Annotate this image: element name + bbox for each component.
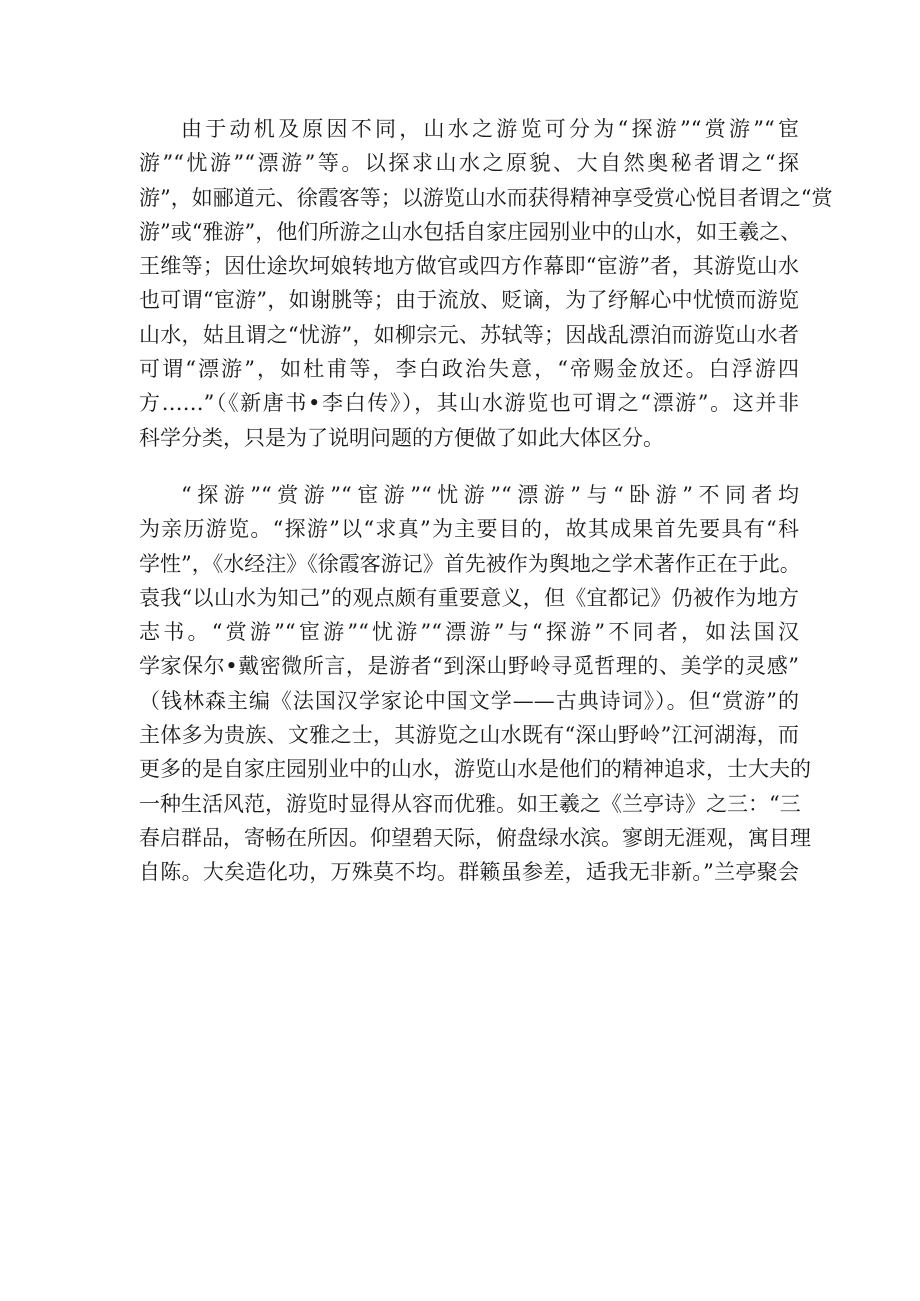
text-line: 学家保尔•戴密微所言，是游者“到深山野岭寻觅哲理的、美学的灵感” [139, 654, 799, 679]
text-line: 可谓“漂游”，如杜甫等，李白政治失意，“帝赐金放还。白浮游四 [139, 357, 799, 382]
text-line: 学性”，《水经注》《徐霞客游记》首先被作为舆地之学术著作正在于此。 [139, 551, 801, 576]
text-line: 游”或“雅游”，他们所游之山水包括自家庄园别业中的山水，如王羲之、 [139, 219, 802, 244]
text-line: 山水，姑且谓之“忧游”，如柳宗元、苏轼等；因战乱漂泊而游览山水者 [139, 322, 799, 347]
text-line: 更多的是自家庄园别业中的山水，游览山水是他们的精神追求，士大夫的 [139, 757, 811, 782]
text-line: 志书。“赏游”“宦游”“忧游”“漂游”与“探游”不同者，如法国汉 [139, 620, 799, 645]
text-line: 主体多为贵族、文雅之士，其游览之山水既有“深山野岭”江河湖海，而 [139, 723, 799, 748]
text-line: （钱林森主编《法国汉学家论中国文学——古典诗词》）。但“赏游”的 [139, 688, 799, 713]
text-line: 自陈。大矣造化功，万殊莫不均。群籁虽参差，适我无非新。”兰亭聚会 [139, 860, 799, 885]
text-line: 春启群品，寄畅在所因。仰望碧天际，俯盘绿水滨。寥朗无涯观，寓目理 [139, 825, 811, 850]
text-line: 王维等；因仕途坎坷娘转地方做官或四方作幕即“宦游”者，其游览山水 [139, 254, 799, 279]
text-line: 科学分类，只是为了说明问题的方便做了如此大体区分。 [139, 425, 664, 450]
document-body [139, 112, 833, 890]
text-line: 为亲历游览。“探游”以“求真”为主要目的，故其成果首先要具有“科 [139, 517, 799, 542]
text-line: 一种生活风范，游览时显得从容而优雅。如王羲之《兰亭诗》之三：“三 [139, 791, 801, 816]
text-line: 袁我“以山水为知己”的观点颇有重要意义，但《宜都记》仍被作为地方 [139, 585, 799, 610]
text-line: 方……”（《新唐书•李白传》），其山水游览也可谓之“漂游”。这并非 [139, 391, 799, 416]
text-line: 游”“忧游”“漂游”等。以探求山水之原貌、大自然奥秘者谓之“探 [139, 151, 799, 176]
paragraph-classification [139, 112, 833, 455]
text-line: 也可谓“宦游”，如谢朓等；由于流放、贬谪，为了纾解心中忧愤而游览 [139, 288, 799, 313]
text-line: 由于动机及原因不同，山水之游览可分为“探游”“赏游”“宦 [181, 117, 799, 141]
text-line: “探游”“赏游”“宦游”“忧游”“漂游”与“卧游”不同者均 [181, 482, 799, 507]
paragraph-personal-travel [139, 478, 811, 890]
text-line: 游”，如郦道元、徐霞客等；以游览山水而获得精神享受赏心悦目者谓之“赏 [139, 185, 833, 210]
